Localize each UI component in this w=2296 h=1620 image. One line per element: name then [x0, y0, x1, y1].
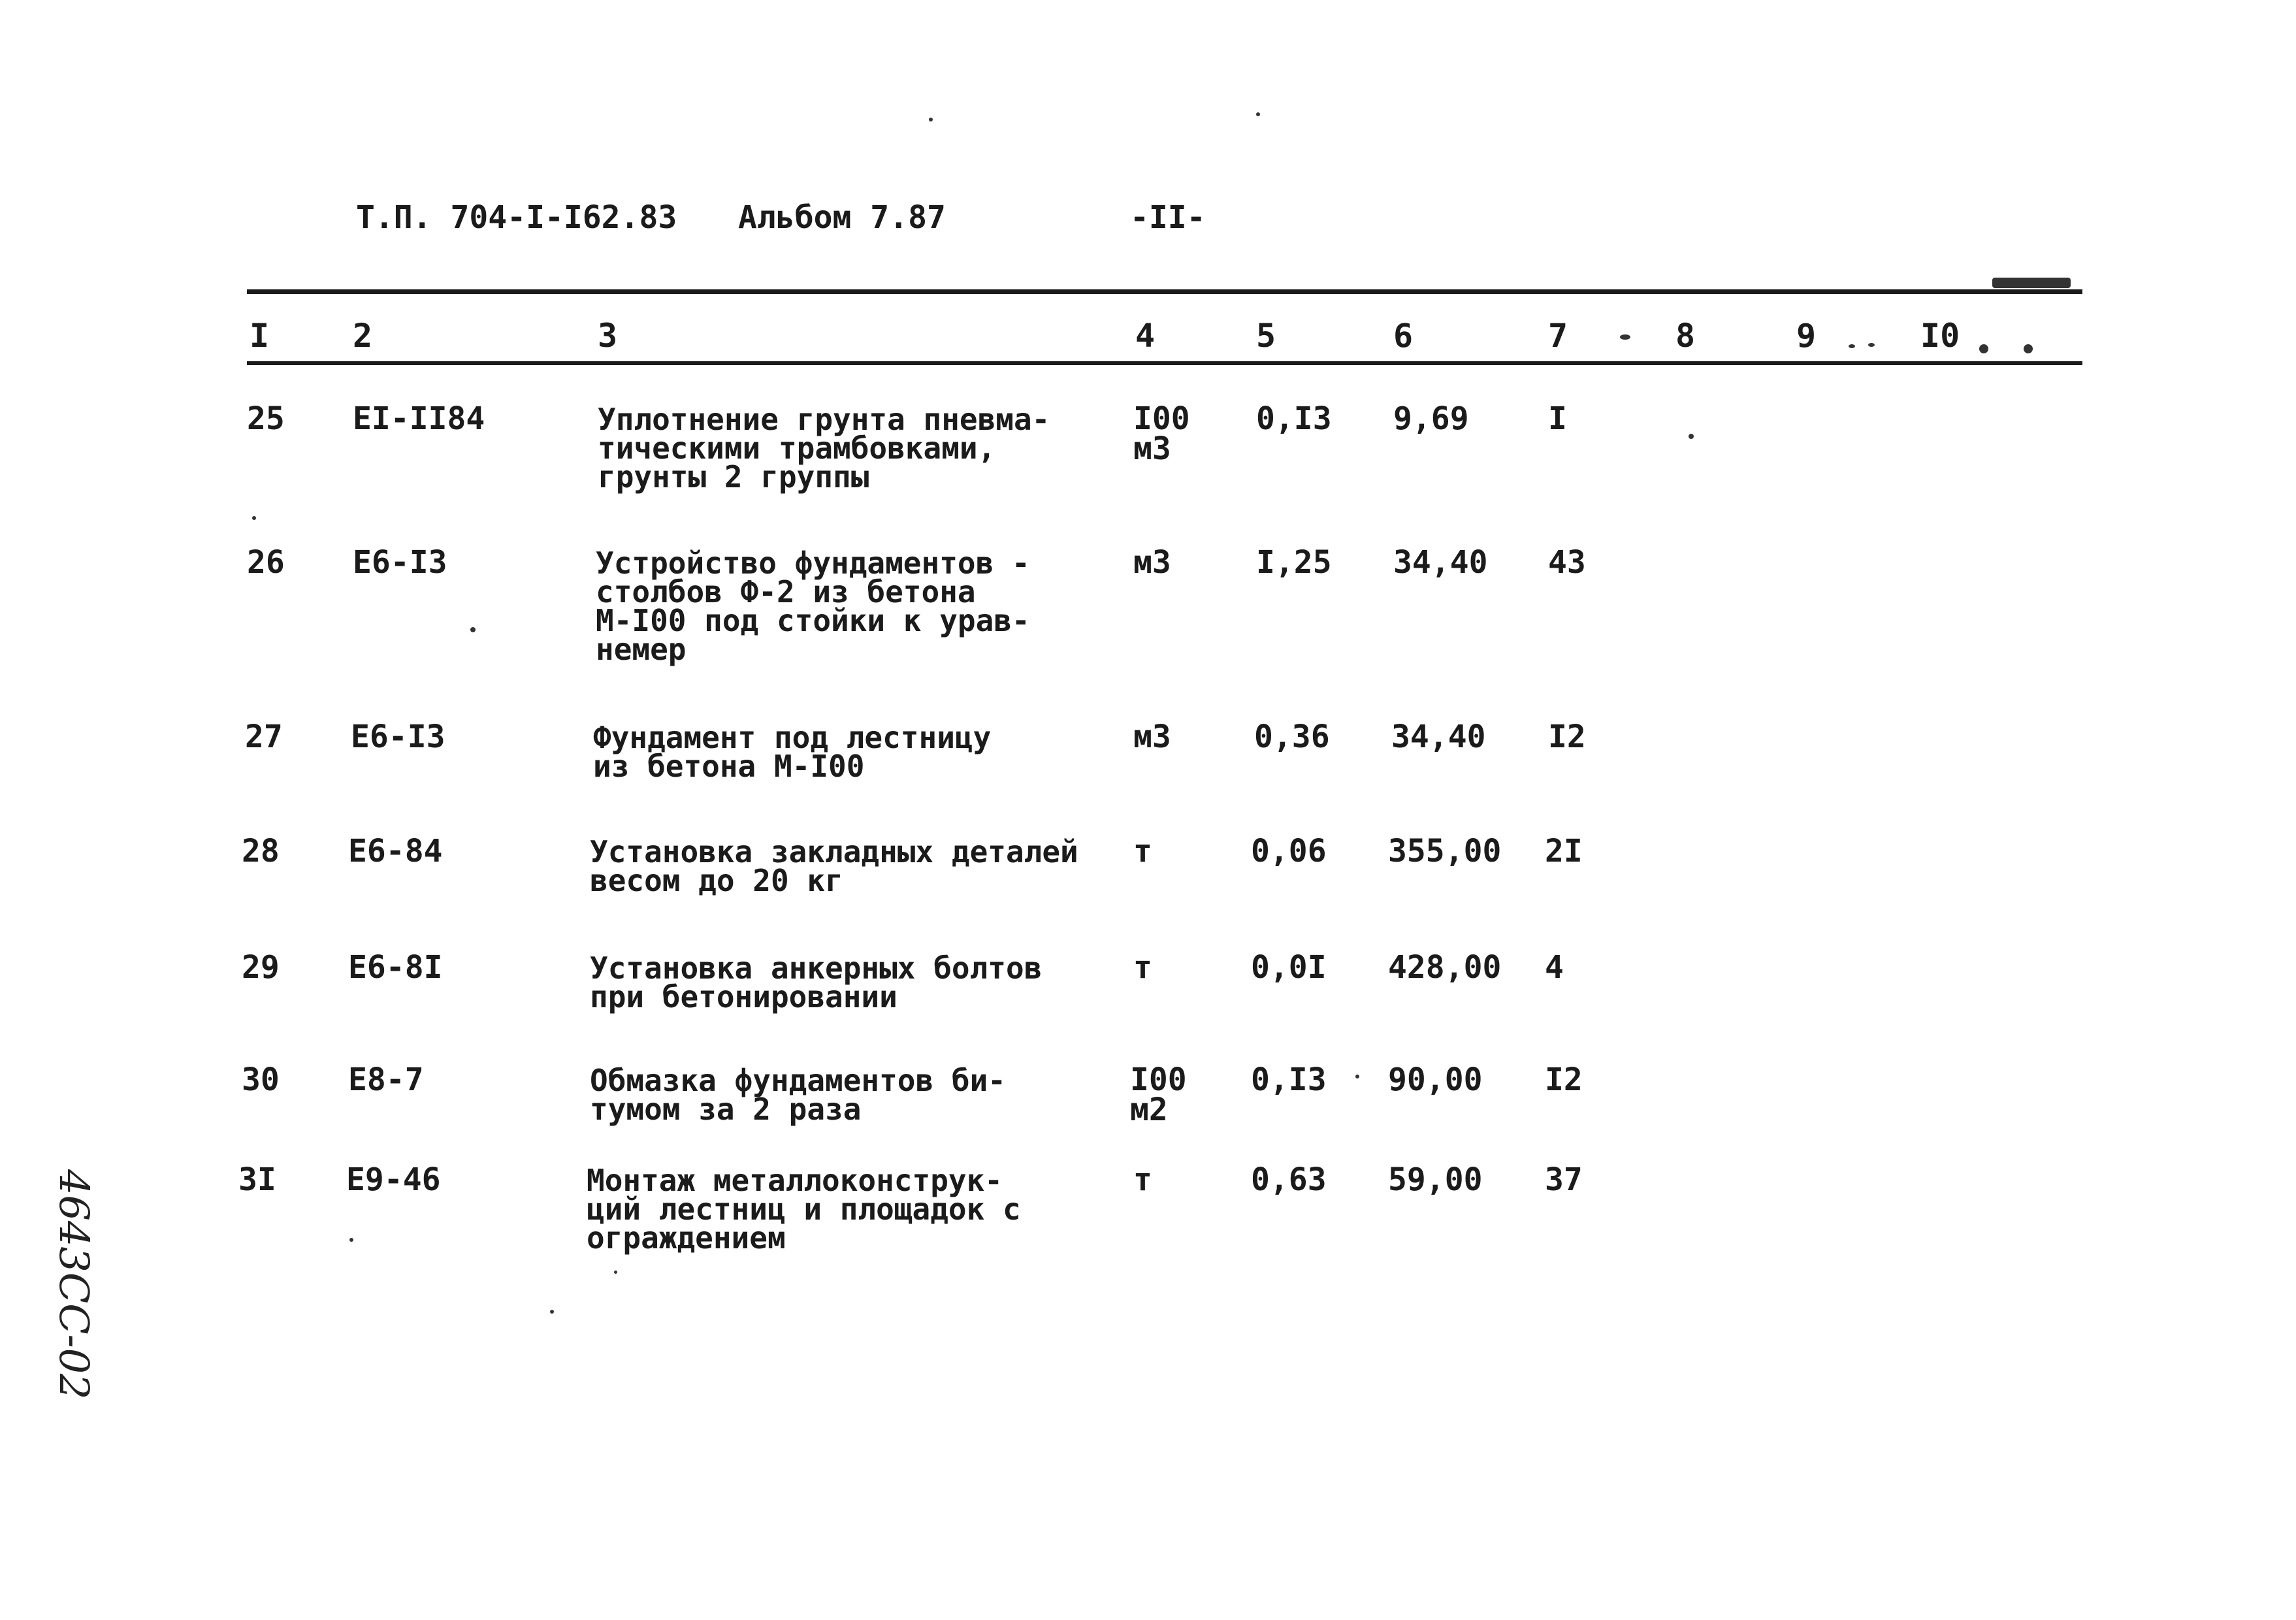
row-number: 26	[247, 544, 285, 581]
scan-speck	[929, 118, 933, 122]
unit-price: 355,00	[1388, 833, 1502, 869]
scan-speck	[614, 1271, 617, 1274]
work-description: Фундамент под лестницу из бетона М-I00	[593, 720, 992, 784]
page-number: -II-	[1130, 199, 1206, 236]
row-number: 30	[242, 1061, 280, 1098]
scan-speck	[1689, 434, 1694, 439]
scan-speck	[349, 1238, 353, 1242]
row-number: 28	[242, 833, 280, 869]
scan-speck	[550, 1310, 554, 1314]
norm-code: E6-I3	[353, 544, 447, 581]
work-description: Устройство фундаментов - столбов Ф-2 из бетона М-I00 под стойки к урав- немер	[596, 545, 1030, 667]
unit: I00 м3	[1133, 400, 1190, 467]
norm-code: E9-46	[346, 1161, 441, 1198]
total: 43	[1548, 544, 1586, 581]
unit-price: 34,40	[1391, 719, 1486, 755]
unit: I00 м2	[1130, 1061, 1187, 1128]
unit-price: 34,40	[1393, 544, 1488, 581]
unit-price: 428,00	[1388, 949, 1502, 986]
work-description: Установка анкерных болтов при бетонировании	[590, 950, 1043, 1014]
scan-speck	[252, 516, 256, 520]
column-number: 6	[1393, 317, 1414, 355]
table-top-rule	[247, 289, 2082, 294]
quantity: 0,I3	[1251, 1061, 1327, 1098]
scan-speck	[1256, 112, 1260, 116]
total: 4	[1545, 949, 1564, 986]
unit-price: 90,00	[1388, 1061, 1483, 1098]
work-description: Установка закладных деталей весом до 20 кг	[590, 834, 1078, 898]
unit: м3	[1133, 719, 1171, 755]
work-description: Монтаж металлоконструк- ций лестниц и площадок с ограждением	[587, 1163, 1021, 1256]
total: 2I	[1545, 833, 1583, 869]
unit: м3	[1133, 544, 1171, 581]
quantity: 0,36	[1254, 719, 1330, 755]
norm-code: EI-II84	[353, 400, 485, 437]
album-label: Альбом 7.87	[738, 199, 946, 236]
total: 37	[1545, 1161, 1583, 1198]
total: I2	[1548, 719, 1586, 755]
scan-speck	[1992, 278, 2071, 288]
total: I	[1548, 400, 1567, 437]
work-description: Уплотнение грунта пневма- тическими трамбовками, грунты 2 группы	[598, 402, 1050, 494]
scan-speck	[470, 627, 476, 632]
norm-code: E6-84	[348, 833, 443, 869]
handwritten-note: 4643CC-02	[50, 1169, 98, 1400]
scan-speck	[1355, 1075, 1359, 1078]
column-number: I	[250, 317, 270, 355]
column-number: 3	[598, 317, 618, 355]
total: I2	[1545, 1061, 1583, 1098]
unit: т	[1133, 833, 1152, 869]
row-number: 29	[242, 949, 280, 986]
unit-price: 59,00	[1388, 1161, 1483, 1198]
quantity: 0,I3	[1256, 400, 1332, 437]
scan-speck	[1849, 344, 1855, 348]
scan-speck	[1868, 343, 1875, 347]
column-number: 8	[1675, 317, 1696, 355]
quantity: I,25	[1256, 544, 1332, 581]
unit: т	[1133, 1161, 1152, 1198]
column-number: I0	[1920, 317, 1960, 355]
unit: т	[1133, 949, 1152, 986]
column-number: 2	[353, 317, 373, 355]
column-number: 7	[1548, 317, 1568, 355]
scan-speck	[1979, 344, 1988, 353]
quantity: 0,63	[1251, 1161, 1327, 1198]
norm-code: E8-7	[348, 1061, 424, 1098]
row-number: 27	[245, 719, 283, 755]
unit-price: 9,69	[1393, 400, 1469, 437]
work-description: Обмазка фундаментов би- тумом за 2 раза	[590, 1063, 1006, 1127]
column-number: 9	[1796, 317, 1817, 355]
scan-speck	[2024, 344, 2033, 353]
quantity: 0,06	[1251, 833, 1327, 869]
table-header-rule	[247, 361, 2082, 365]
column-number: 4	[1135, 317, 1156, 355]
row-number: 25	[247, 400, 285, 437]
quantity: 0,0I	[1251, 949, 1327, 986]
norm-code: E6-I3	[351, 719, 445, 755]
column-number: 5	[1256, 317, 1276, 355]
document-code: Т.П. 704-I-I62.83	[356, 199, 677, 236]
row-number: 3I	[238, 1161, 276, 1198]
scan-speck	[1620, 334, 1630, 340]
norm-code: E6-8I	[348, 949, 443, 986]
